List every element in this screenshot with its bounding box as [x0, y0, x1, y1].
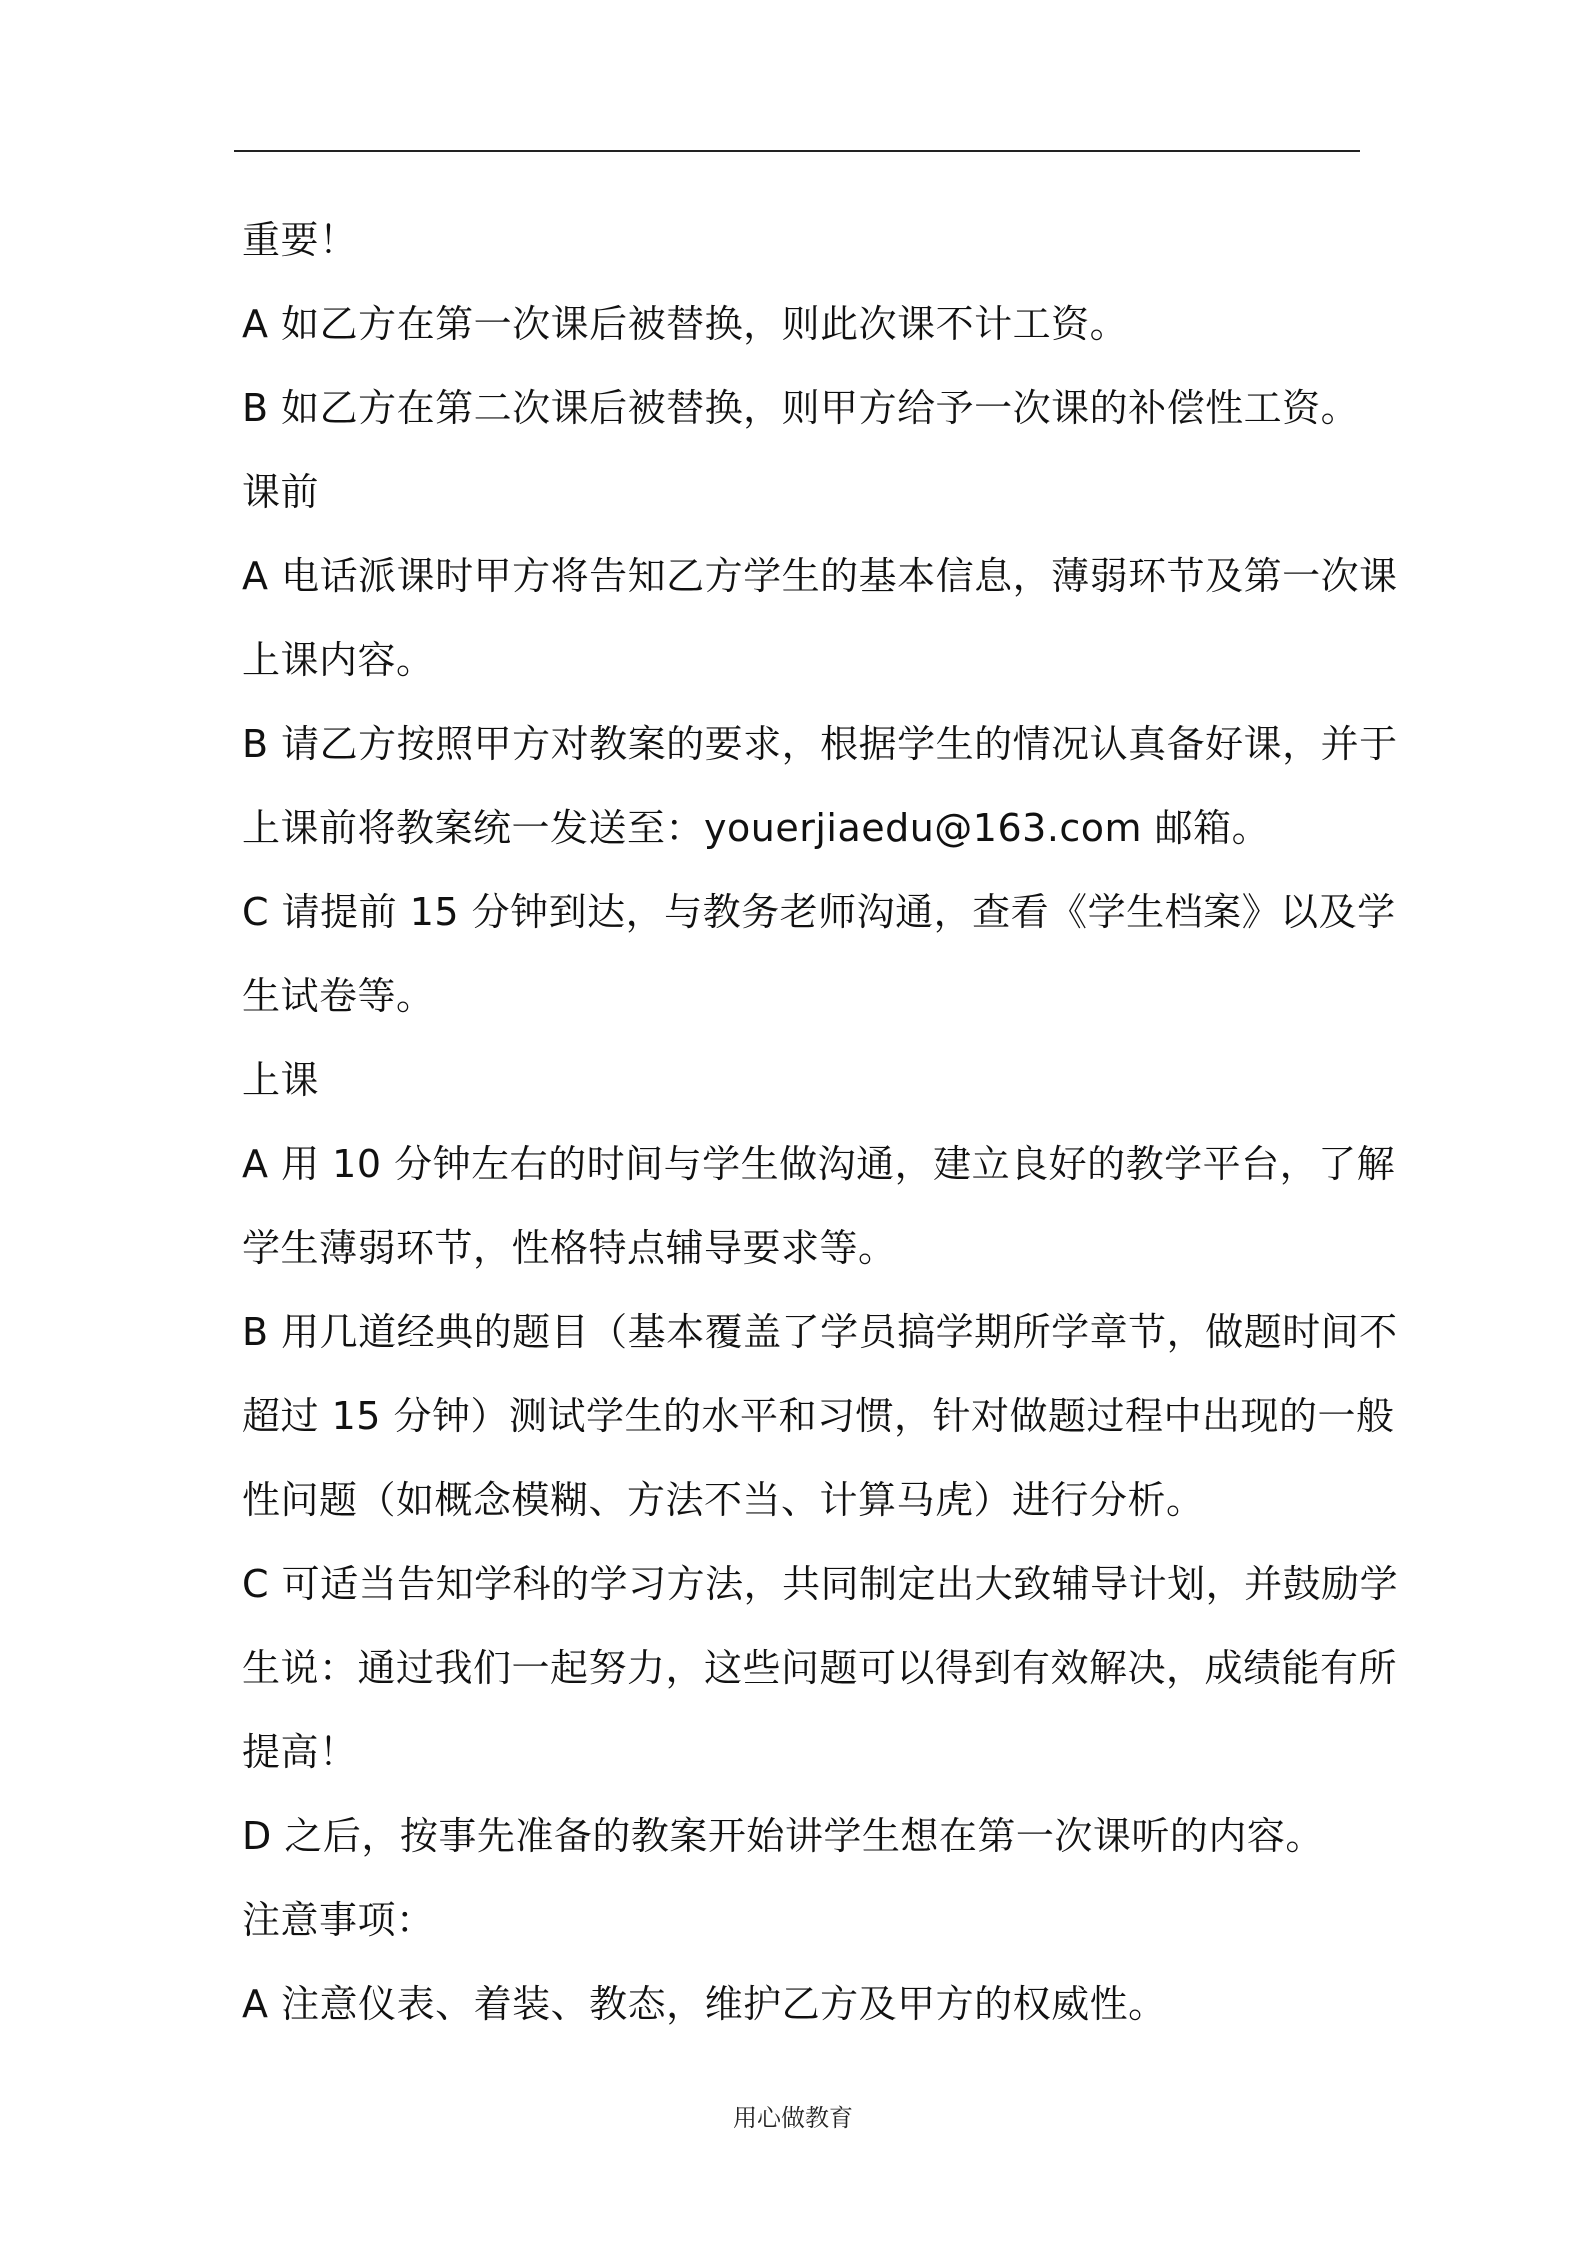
text-line: A 注意仪表、着装、教态，维护乙方及甲方的权威性。 — [242, 1982, 1167, 2026]
text-line: B 如乙方在第二次课后被替换，则甲方给予一次课的补偿性工资。 — [242, 386, 1360, 430]
text-line: 学生薄弱环节，性格特点辅导要求等。 — [242, 1226, 897, 1270]
heading-notes: 注意事项： — [242, 1898, 435, 1942]
text-line: D 之后，按事先准备的教案开始讲学生想在第一次课听的内容。 — [242, 1814, 1324, 1858]
text-line: A 电话派课时甲方将告知乙方学生的基本信息，薄弱环节及第一次课 — [242, 554, 1398, 598]
text-line: C 可适当告知学科的学习方法，共同制定出大致辅导计划，并鼓励学 — [242, 1562, 1399, 1606]
text-line: 上课内容。 — [242, 638, 435, 682]
text-line: 生试卷等。 — [242, 974, 435, 1018]
heading-before-class: 课前 — [242, 470, 320, 514]
text-line: C 请提前 15 分钟到达，与教务老师沟通，查看《学生档案》以及学 — [242, 890, 1396, 934]
text-line: 性问题（如概念模糊、方法不当、计算马虎）进行分析。 — [242, 1478, 1205, 1522]
text-line: 提高！ — [242, 1730, 358, 1774]
text-line: A 如乙方在第一次课后被替换，则此次课不计工资。 — [242, 302, 1129, 346]
text-line-email: 上课前将教案统一发送至：youerjiaedu@163.com 邮箱。 — [242, 806, 1271, 850]
heading-important: 重要！ — [242, 218, 358, 262]
text-line: B 用几道经典的题目（基本覆盖了学员搞学期所学章节，做题时间不 — [242, 1310, 1398, 1354]
header-rule — [234, 150, 1360, 152]
text-line: A 用 10 分钟左右的时间与学生做沟通，建立良好的教学平台，了解 — [242, 1142, 1396, 1186]
text-line: 生说：通过我们一起努力，这些问题可以得到有效解决，成绩能有所 — [242, 1646, 1398, 1690]
heading-in-class: 上课 — [242, 1058, 320, 1102]
document-body — [242, 198, 1399, 2046]
page-footer: 用心做教育 — [733, 2104, 853, 2132]
text-line: 超过 15 分钟）测试学生的水平和习惯，针对做题过程中出现的一般 — [242, 1394, 1395, 1438]
text-line: B 请乙方按照甲方对教案的要求，根据学生的情况认真备好课，并于 — [242, 722, 1398, 766]
